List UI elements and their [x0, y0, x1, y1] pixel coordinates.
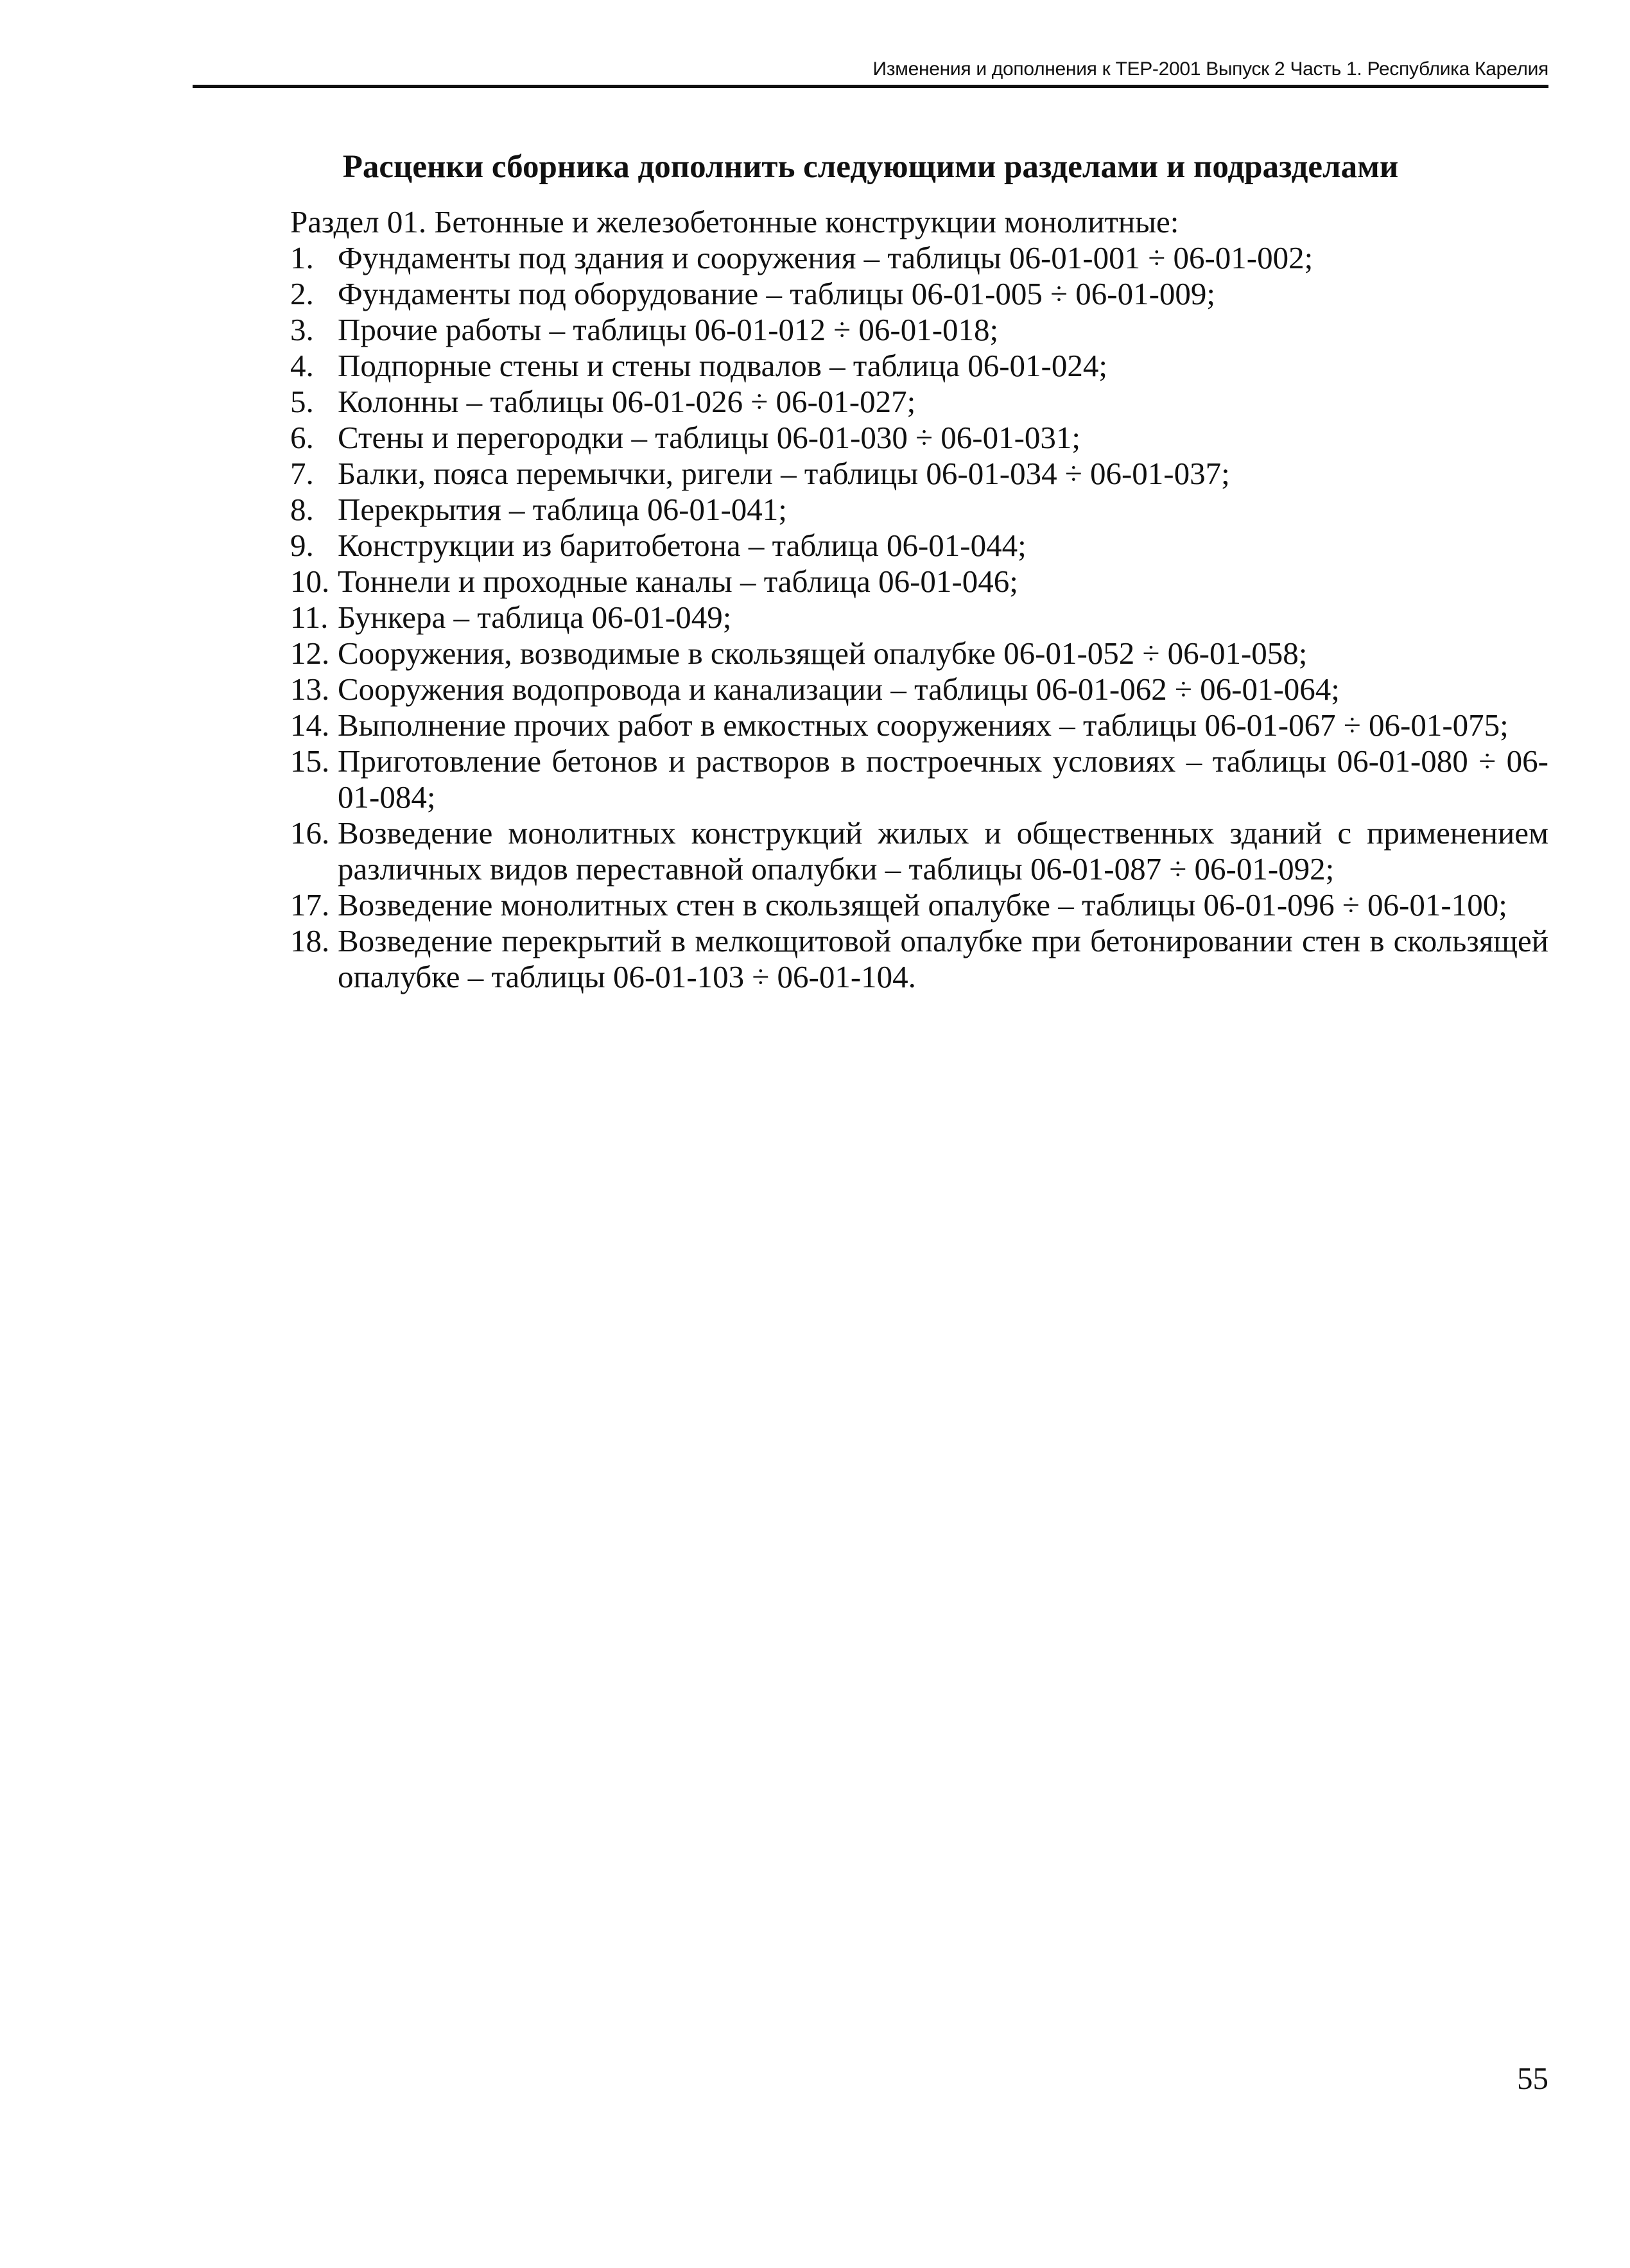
list-item [290, 564, 1548, 600]
list-item [290, 743, 1548, 815]
item-text: Фундаменты под здания и сооружения – таблицы 06-01-001 ÷ 06-01-002; [338, 240, 1314, 275]
list-item [290, 348, 1548, 384]
list-item [290, 887, 1548, 923]
item-text: Перекрытия – таблица 06-01-041; [338, 492, 787, 527]
item-number: 12. [290, 636, 330, 671]
item-number: 18. [290, 923, 330, 958]
list-item [290, 456, 1548, 492]
page-number: 55 [1517, 2061, 1548, 2096]
list-item [290, 600, 1548, 636]
item-number: 3. [290, 312, 314, 347]
list-item [290, 528, 1548, 564]
item-text: Выполнение прочих работ в емкостных сооружениях – таблицы 06-01-067 ÷ 06-01-075; [338, 707, 1509, 743]
page-heading: Расценки сборника дополнить следующими разделами и подразделами [342, 149, 1399, 185]
item-text: Стены и перегородки – таблицы 06-01-030 ÷ 06-01-031; [338, 420, 1081, 455]
item-number: 17. [290, 887, 330, 922]
item-number: 4. [290, 348, 314, 383]
item-number: 6. [290, 420, 314, 455]
item-text: Сооружения водопровода и канализации – таблицы 06-01-062 ÷ 06-01-064; [338, 671, 1340, 707]
item-number: 13. [290, 671, 330, 707]
item-number: 10. [290, 564, 330, 599]
list-item [290, 420, 1548, 456]
item-text: Приготовление бетонов и растворов в построечных условиях – таблицы 06-01-080 ÷ 06-01-084; [338, 743, 1548, 815]
item-number: 2. [290, 276, 314, 311]
item-number: 5. [290, 384, 314, 419]
list-item [290, 276, 1548, 312]
item-text: Прочие работы – таблицы 06-01-012 ÷ 06-01-018; [338, 312, 999, 347]
item-list [290, 240, 1548, 995]
item-number: 11. [290, 600, 329, 635]
section-title: Раздел 01. Бетонные и железобетонные конструкции монолитные: [290, 204, 1179, 239]
list-item [290, 707, 1548, 743]
list-item [290, 923, 1548, 995]
item-text: Конструкции из баритобетона – таблица 06-01-044; [338, 528, 1027, 563]
list-item [290, 492, 1548, 528]
item-text: Колонны – таблицы 06-01-026 ÷ 06-01-027; [338, 384, 916, 419]
item-number: 14. [290, 707, 330, 743]
item-number: 7. [290, 456, 314, 491]
list-item [290, 671, 1548, 707]
item-text: Возведение перекрытий в мелкощитовой опалубке при бетонировании стен в скользящей опалубке – таблицы 06-01-103 ÷ 06-01-104. [338, 923, 1548, 994]
item-text: Возведение монолитных конструкций жилых и общественных зданий с применением различных видов переставной опалубки – таблицы 06-01-087 ÷ 06-01-092; [338, 815, 1548, 887]
item-text: Фундаменты под оборудование – таблицы 06-01-005 ÷ 06-01-009; [338, 276, 1216, 311]
item-text: Сооружения, возводимые в скользящей опалубке 06-01-052 ÷ 06-01-058; [338, 636, 1308, 671]
item-text: Бункера – таблица 06-01-049; [338, 600, 732, 635]
list-item [290, 384, 1548, 420]
list-item [290, 240, 1548, 276]
list-item [290, 815, 1548, 887]
item-number: 15. [290, 743, 330, 779]
list-item [290, 636, 1548, 671]
running-header: Изменения и дополнения к ТЕР-2001 Выпуск 2 Часть 1. Республика Карелия [872, 58, 1548, 80]
item-text: Возведение монолитных стен в скользящей опалубке – таблицы 06-01-096 ÷ 06-01-100; [338, 887, 1507, 922]
header-rule [193, 85, 1548, 88]
item-text: Подпорные стены и стены подвалов – таблица 06-01-024; [338, 348, 1107, 383]
item-number: 9. [290, 528, 314, 563]
list-item [290, 312, 1548, 348]
item-text: Балки, пояса перемычки, ригели – таблицы 06-01-034 ÷ 06-01-037; [338, 456, 1230, 491]
item-number: 1. [290, 240, 314, 275]
item-number: 8. [290, 492, 314, 527]
item-text: Тоннели и проходные каналы – таблица 06-01-046; [338, 564, 1018, 599]
item-number: 16. [290, 815, 330, 851]
